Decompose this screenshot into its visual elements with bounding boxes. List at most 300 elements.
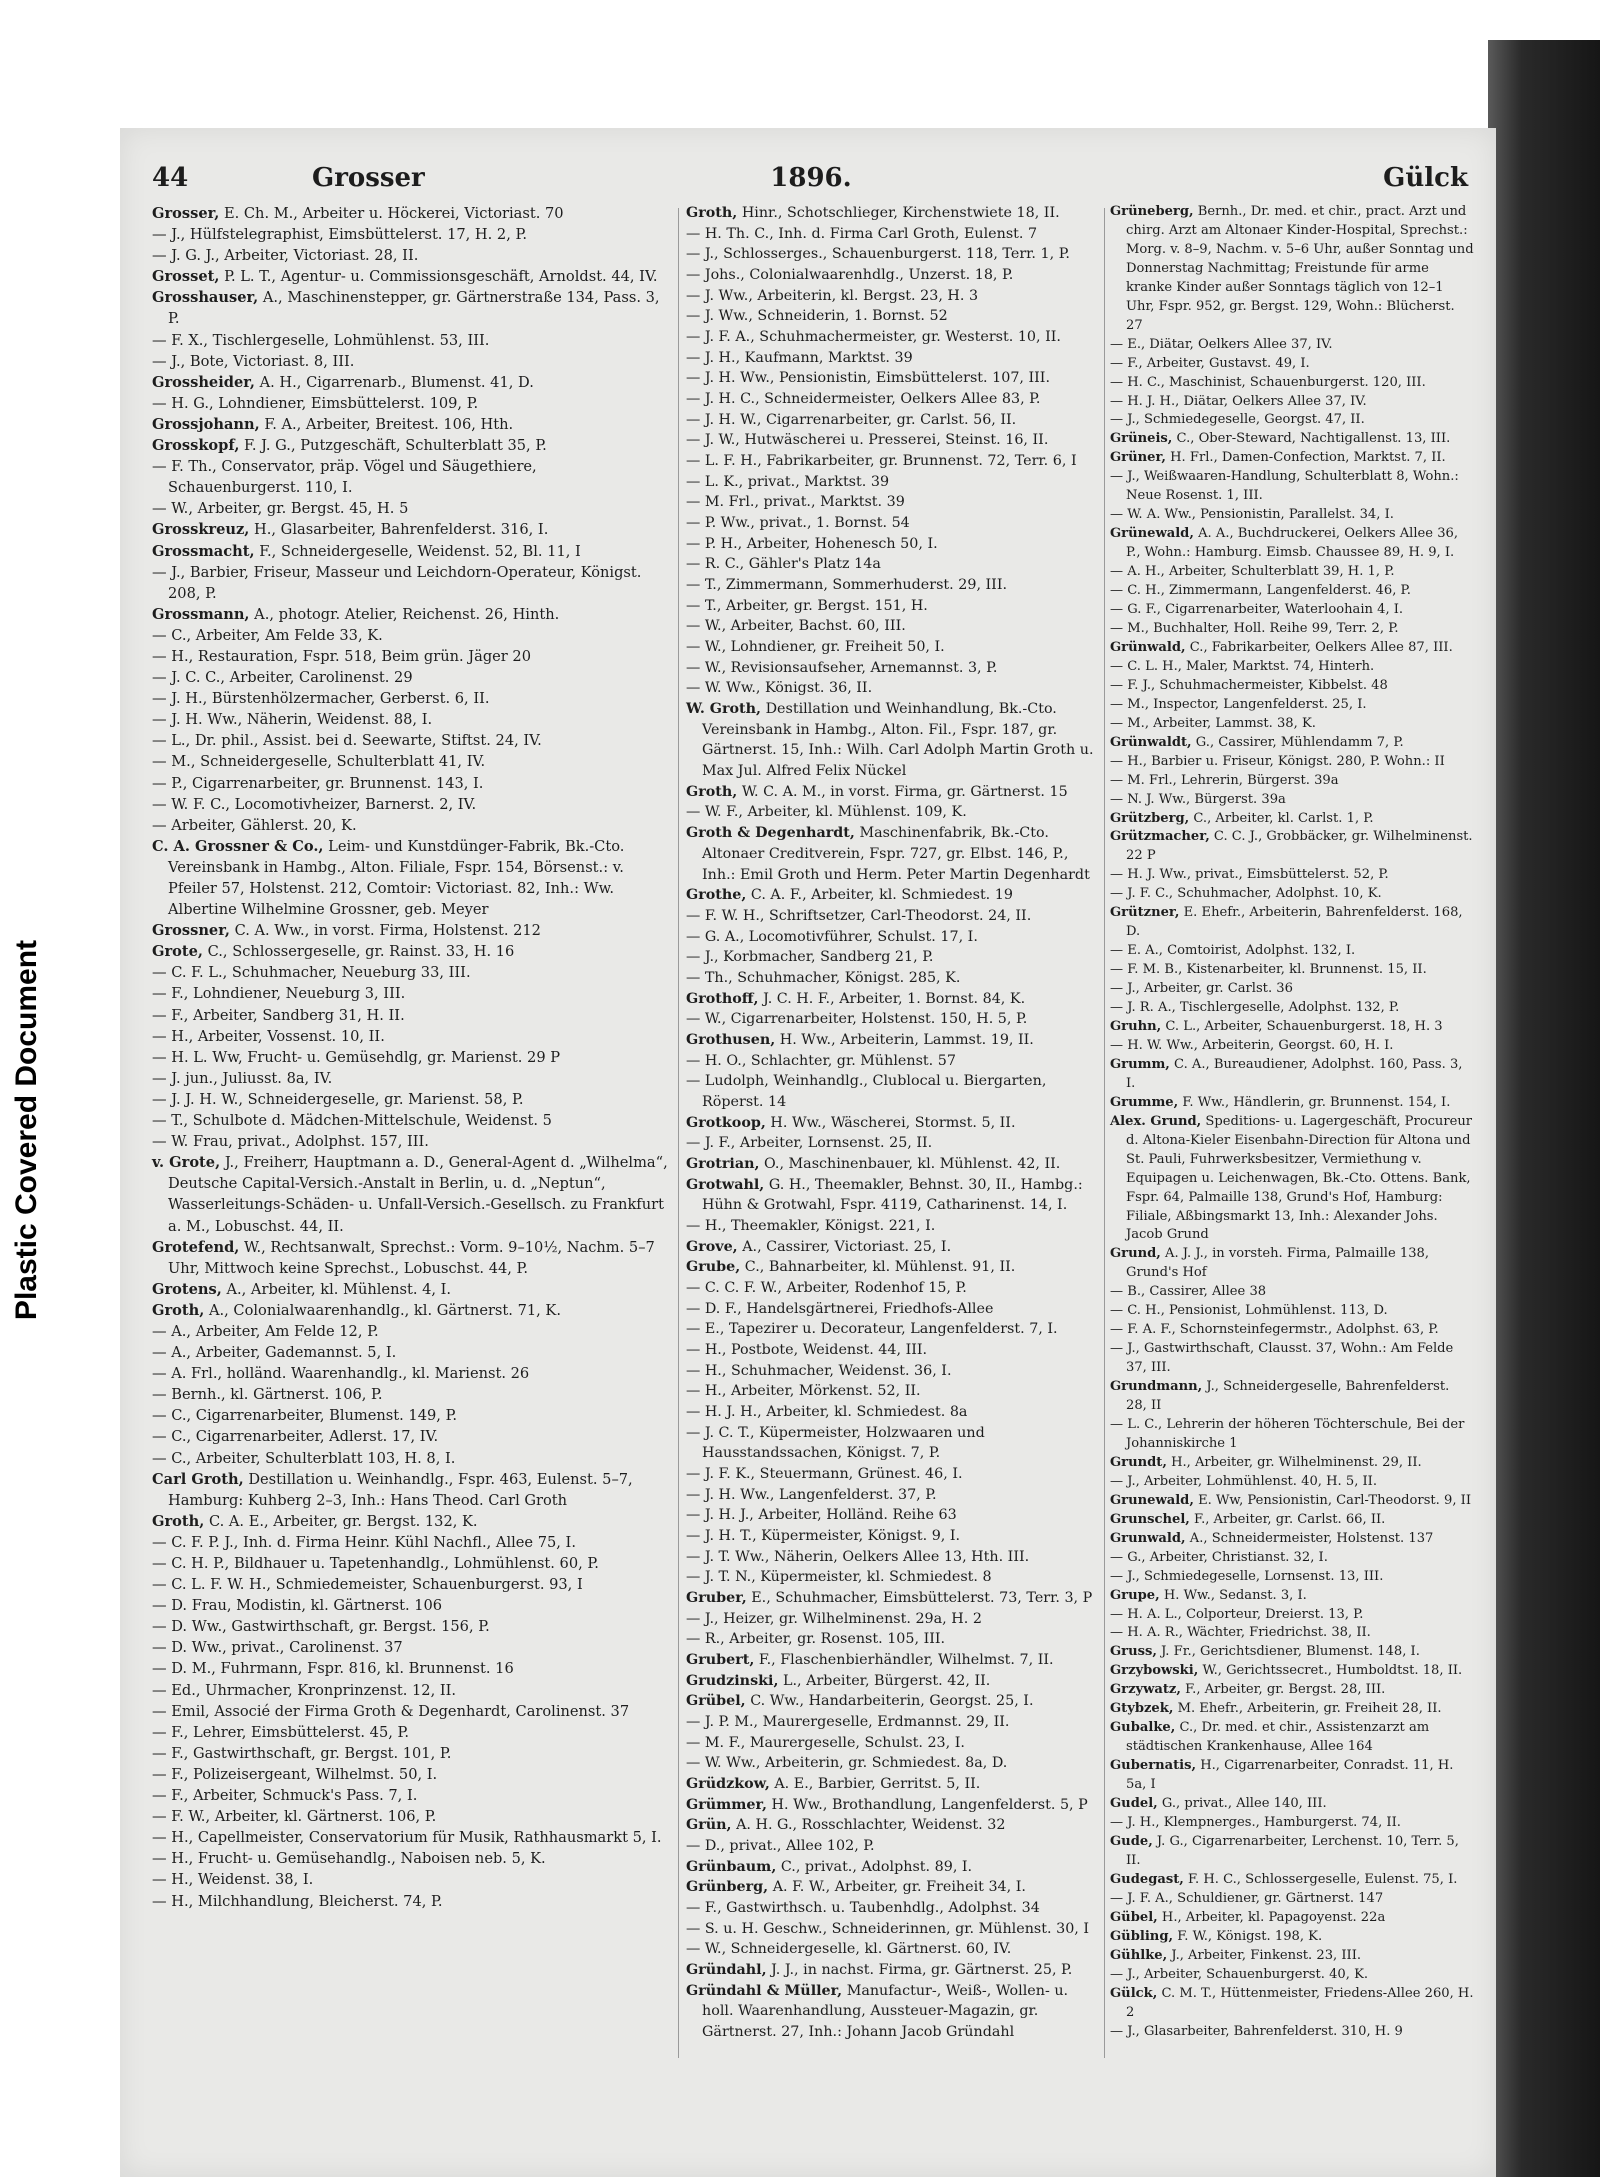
entry-text: — J. G. J., Arbeiter, Victoriast. 28, II. xyxy=(152,247,419,265)
entry-text: — F. J., Schuhmachermeister, Kibbelst. 48 xyxy=(1110,677,1388,693)
entry-text: — W. A. Ww., Pensionistin, Parallelst. 34, I. xyxy=(1110,507,1394,523)
entry-text: A. A., Buchdruckerei, Oelkers Allee 36, P., Wohn.: Hamburg. Eimsb. Chaussee 89, H. 9, I. xyxy=(1126,526,1463,561)
entry-text: — D. Frau, Modistin, kl. Gärtnerst. 106 xyxy=(152,1597,443,1615)
entry-name: Grudzinski, xyxy=(686,1672,779,1689)
entry-text: — E. A., Comtoirist, Adolphst. 132, I. xyxy=(1110,943,1356,959)
directory-entry xyxy=(152,1152,673,1236)
directory-entry xyxy=(152,1363,670,1384)
entry-text: C. M. T., Hüttenmeister, Friedens-Allee 260, H. 2 xyxy=(1126,1985,1478,2020)
directory-entry xyxy=(1110,1454,1474,1473)
entry-text: C. A. Ww., in vorst. Firma, Holstenst. 212 xyxy=(234,922,541,940)
directory-entry xyxy=(152,372,670,393)
directory-entry xyxy=(686,1030,1100,1051)
column-divider xyxy=(678,208,679,2058)
directory-entry xyxy=(686,1278,1100,1299)
directory-entry xyxy=(1110,639,1474,658)
entry-text: — C., Arbeiter, Schulterblatt 103, H. 8, I. xyxy=(152,1449,456,1467)
entry-text: — Ed., Uhrmacher, Kronprinzenst. 12, II. xyxy=(152,1681,457,1699)
entry-name: Grosskopf, xyxy=(152,437,240,455)
entry-name: Gruss, xyxy=(1110,1644,1157,1660)
directory-entry xyxy=(1110,1947,1474,1966)
entry-name: Grüdzkow, xyxy=(686,1776,770,1793)
directory-entry xyxy=(686,554,1100,575)
entry-text: A., Schneidermeister, Holstenst. 137 xyxy=(1189,1530,1434,1546)
entry-name: Grützmacher, xyxy=(1110,829,1210,845)
entry-text: — Emil, Associé der Firma Groth & Degenhardt, Carolinenst. 37 xyxy=(152,1702,630,1720)
entry-text: — J. H., Kaufmann, Marktst. 39 xyxy=(686,349,913,366)
entry-text: — J., Arbeiter, Lohmühlenst. 40, H. 5, II. xyxy=(1110,1473,1378,1489)
directory-entry xyxy=(686,327,1100,348)
directory-entry xyxy=(686,286,1100,307)
entry-name: Grünewald, xyxy=(1110,526,1194,542)
directory-entry xyxy=(152,1701,670,1722)
directory-entry xyxy=(152,815,670,836)
entry-text: P. L. T., Agentur- u. Commissionsgeschäft, Arnoldst. 44, IV. xyxy=(224,268,658,286)
entry-name: Gubalke, xyxy=(1110,1720,1176,1736)
entry-name: Grünwald, xyxy=(1110,639,1186,655)
entry-text: C., Dr. med. et chir., Assistenzarzt am städtischen Krankenhause, Allee 164 xyxy=(1126,1720,1434,1755)
directory-entry xyxy=(152,1026,670,1047)
directory-entry xyxy=(152,1426,670,1447)
entry-text: — J. P. M., Maurergeselle, Erdmannst. 29, II. xyxy=(686,1714,1010,1731)
directory-entry xyxy=(1110,1606,1474,1625)
entry-text: F., Arbeiter, gr. Bergst. 28, III. xyxy=(1185,1682,1386,1698)
entry-text: — H., Arbeiter, Vossenst. 10, II. xyxy=(152,1027,385,1045)
entry-text: — J. F. A., Schuhmachermeister, gr. Westerst. 10, II. xyxy=(686,329,1061,346)
directory-entry xyxy=(1110,1700,1474,1719)
entry-text: — D. M., Fuhrmann, Fspr. 816, kl. Brunnenst. 16 xyxy=(152,1660,514,1678)
entry-text: A., Maschinenstepper, gr. Gärtnerstraße 134, Pass. 3, P. xyxy=(168,289,665,328)
entry-text: J. G., Cigarrenarbeiter, Lerchenst. 10, Terr. 5, II. xyxy=(1126,1833,1464,1868)
directory-entry xyxy=(152,941,670,962)
entry-text: — Ludolph, Weinhandlg., Clublocal u. Biergarten, Röperst. 14 xyxy=(686,1073,1051,1110)
directory-entry xyxy=(1110,1018,1474,1037)
directory-entry xyxy=(1110,506,1474,525)
side-label xyxy=(0,0,54,2177)
entry-text: H., Cigarrenarbeiter, Conradst. 11, H. 5a, I xyxy=(1126,1758,1458,1793)
entry-name: Gülck, xyxy=(1110,1985,1158,2001)
entry-text: A. F. W., Arbeiter, gr. Freiheit 34, I. xyxy=(772,1879,1026,1896)
entry-text: — F. Th., Conservator, präp. Vögel und Säugethiere, Schauenburgerst. 110, I. xyxy=(152,458,542,497)
entry-text: — J., Hülfstelegraphist, Eimsbüttelerst. 17, H. 2, P. xyxy=(152,226,527,244)
directory-entry xyxy=(1110,393,1474,412)
entry-text: F., Schneidergeselle, Weidenst. 52, Bl. 11, I xyxy=(259,542,581,560)
column-3 xyxy=(1110,203,1478,2083)
directory-entry xyxy=(686,472,1100,493)
directory-entry xyxy=(1110,1511,1474,1530)
entry-name: Grotkoop, xyxy=(686,1114,766,1131)
directory-entry xyxy=(152,983,670,1004)
directory-entry xyxy=(152,562,670,604)
entry-text: — L. F. H., Fabrikarbeiter, gr. Brunnenst. 72, Terr. 6, I xyxy=(686,453,1077,470)
entry-text: W., Gerichtssecret., Humboldtst. 18, II. xyxy=(1202,1663,1463,1679)
directory-entry xyxy=(152,1891,670,1912)
directory-entry xyxy=(1110,715,1474,734)
column-divider xyxy=(1104,208,1105,2058)
entry-name: Grünberg, xyxy=(686,1879,769,1896)
entry-text: F. Ww., Händlerin, gr. Brunnenst. 154, I. xyxy=(1182,1094,1451,1110)
entry-text: Speditions- u. Lagergeschäft, Procureur d. Altona-Kieler Eisenbahn-Direction für Altona und St. Pauli, Fuhrwerksbesitzer, Vermiethung v. Equipagen u. Leichenwagen, Bk.-Cto. Ottens. Bank, Fspr. 64, Palmaille 138, Grund's Hof, Hamburg: Filiale, Aßbingsmarkt 13, Inh.: Alexander Johs. Jacob Grund xyxy=(1126,1113,1477,1243)
directory-entry xyxy=(1110,999,1474,1018)
directory-entry xyxy=(152,1089,670,1110)
entry-text: — F., Gastwirthsch. u. Taubenhdlg., Adolphst. 34 xyxy=(686,1900,1040,1917)
directory-entry xyxy=(152,1405,670,1426)
directory-entry xyxy=(1110,1321,1474,1340)
directory-entry xyxy=(1110,810,1474,829)
directory-entry xyxy=(686,596,1100,617)
entry-text: C. C. J., Grobbäcker, gr. Wilhelminenst. 22 P xyxy=(1126,829,1477,864)
entry-text: — W. Ww., Arbeiterin, gr. Schmiedest. 8a, D. xyxy=(686,1755,1008,1772)
directory-entry xyxy=(152,709,670,730)
directory-entry xyxy=(1110,866,1474,885)
entry-name: Grüneis, xyxy=(1110,431,1173,447)
entry-name: Grund, xyxy=(1110,1246,1161,1262)
entry-text: J., Arbeiter, Finkenst. 23, III. xyxy=(1171,1947,1362,1963)
directory-entry xyxy=(686,678,1100,699)
entry-text: — H., Postbote, Weidenst. 44, III. xyxy=(686,1341,928,1358)
directory-entry xyxy=(686,1009,1100,1030)
directory-entry xyxy=(152,604,670,625)
directory-entry xyxy=(152,1469,670,1511)
entry-name: v. Grote, xyxy=(152,1154,221,1172)
directory-entry xyxy=(1110,1587,1474,1606)
directory-entry xyxy=(1110,696,1474,715)
directory-entry xyxy=(152,351,670,372)
directory-entry xyxy=(152,287,670,329)
entry-name: Groth & Degenhardt, xyxy=(686,825,855,842)
entry-text: C., Arbeiter, kl. Carlst. 1, P. xyxy=(1193,810,1374,826)
directory-entry xyxy=(152,1869,670,1890)
directory-entry xyxy=(686,1237,1100,1258)
directory-entry xyxy=(686,368,1100,389)
entry-text: — W. F. C., Locomotivheizer, Barnerst. 2, IV. xyxy=(152,795,477,813)
directory-entry xyxy=(152,1110,670,1131)
entry-name: Grübel, xyxy=(686,1693,746,1710)
entry-text: — J., Schlosserges., Schauenburgerst. 118, Terr. 1, P. xyxy=(686,246,1070,263)
entry-name: Grunewald, xyxy=(1110,1492,1194,1508)
directory-entry xyxy=(1110,1094,1474,1113)
header-year: 1896. xyxy=(770,163,852,193)
directory-entry xyxy=(152,1279,670,1300)
directory-entry xyxy=(152,1722,670,1743)
entry-text: — J. H. C., Schneidermeister, Oelkers Allee 83, P. xyxy=(686,391,1041,408)
entry-text: F., Arbeiter, gr. Carlst. 66, II. xyxy=(1194,1511,1386,1527)
entry-text: — H., Schuhmacher, Weidenst. 36, I. xyxy=(686,1362,952,1379)
directory-entry xyxy=(686,244,1100,265)
entry-text: — H. C., Maschinist, Schauenburgerst. 120, III. xyxy=(1110,374,1426,390)
directory-entry xyxy=(1110,772,1474,791)
entry-text: F. W., Königst. 198, K. xyxy=(1177,1928,1323,1944)
directory-entry xyxy=(686,203,1100,224)
entry-text: — H., Frucht- u. Gemüsehandlg., Naboisen neb. 5, K. xyxy=(152,1850,546,1868)
directory-entry xyxy=(152,1300,670,1321)
entry-name: W. Groth, xyxy=(686,701,762,718)
entry-text: — H. O., Schlachter, gr. Mühlenst. 57 xyxy=(686,1052,956,1069)
entry-text: — H., Milchhandlung, Bleicherst. 74, P. xyxy=(152,1892,443,1910)
directory-entry xyxy=(1110,1056,1474,1094)
directory-entry xyxy=(686,1257,1100,1278)
directory-entry xyxy=(1110,885,1474,904)
directory-entry xyxy=(1110,1530,1474,1549)
entry-text: J., Schneidergeselle, Bahrenfelderst. 28, II xyxy=(1126,1379,1454,1414)
entry-text: — M., Arbeiter, Lammst. 38, K. xyxy=(1110,715,1316,731)
directory-entry xyxy=(1110,1928,1474,1947)
entry-name: Grossjohann, xyxy=(152,415,260,433)
directory-entry xyxy=(686,1361,1100,1382)
directory-entry xyxy=(1110,734,1474,753)
entry-text: Leim- und Kunstdünger-Fabrik, Bk.-Cto. Vereinsbank in Hambg., Alton. Filiale, Fspr. 154, Börsenst.: v. Pfeiler 57, Holstenst. 212, Comtoir: Victoriast. 82, Inh.: Ww. Albertine Wilhelmine Grossner, geb. Meyer xyxy=(168,837,630,919)
entry-text: — F., Arbeiter, Gustavst. 49, I. xyxy=(1110,355,1310,371)
directory-entry xyxy=(152,1827,670,1848)
entry-text: — J. jun., Juliusst. 8a, IV. xyxy=(152,1069,333,1087)
entry-name: Grosset, xyxy=(152,268,220,286)
directory-entry xyxy=(152,1448,670,1469)
entry-text: — R., Arbeiter, gr. Rosenst. 105, III. xyxy=(686,1631,946,1648)
directory-entry xyxy=(686,947,1100,968)
entry-text: — E., Diätar, Oelkers Allee 37, IV. xyxy=(1110,336,1333,352)
directory-entry xyxy=(1110,1283,1474,1302)
entry-text: H. Ww., Arbeiterin, Lammst. 19, II. xyxy=(779,1031,1034,1048)
entry-text: — Th., Schuhmacher, Königst. 285, K. xyxy=(686,969,961,986)
entry-name: Grumme, xyxy=(1110,1094,1179,1110)
directory-entry xyxy=(1110,1719,1474,1757)
entry-text: Maschinenfabrik, Bk.-Cto. Altonaer Creditverein, Fspr. 727, gr. Elbst. 146, P., Inh.: Emil Groth und Herm. Peter Martin Degenhardt xyxy=(702,825,1090,883)
entry-text: H. Ww., Wäscherei, Stormst. 5, II. xyxy=(770,1114,1016,1131)
directory-entry xyxy=(1110,1473,1474,1492)
column-2 xyxy=(686,203,1100,2083)
directory-entry xyxy=(152,1321,670,1342)
directory-entry xyxy=(686,265,1100,286)
page-header xyxy=(152,160,1470,198)
entry-name: Gubernatis, xyxy=(1110,1758,1197,1774)
entry-text: C., Bahnarbeiter, kl. Mühlenst. 91, II. xyxy=(744,1259,1016,1276)
directory-entry xyxy=(686,534,1100,555)
directory-entry xyxy=(686,1216,1100,1237)
entry-text: — J., Barbier, Friseur, Masseur und Leichdorn-Operateur, Königst. 208, P. xyxy=(152,563,647,602)
directory-entry xyxy=(686,348,1100,369)
entry-text: C. A. F., Arbeiter, kl. Schmiedest. 19 xyxy=(750,887,1013,904)
entry-text: C., privat., Adolphst. 89, I. xyxy=(780,1858,973,1875)
entry-text: C., Fabrikarbeiter, Oelkers Allee 87, III. xyxy=(1189,639,1453,655)
directory-entry xyxy=(1110,1909,1474,1928)
entry-name: Carl Groth, xyxy=(152,1470,244,1488)
entry-text: A., photogr. Atelier, Reichenst. 26, Hinth. xyxy=(254,605,560,623)
directory-entry xyxy=(1110,942,1474,961)
entry-name: Grützberg, xyxy=(1110,810,1190,826)
entry-text: — G. F., Cigarrenarbeiter, Waterloohain 4, I. xyxy=(1110,602,1404,618)
directory-entry xyxy=(1110,449,1474,468)
directory-entry xyxy=(152,393,670,414)
entry-name: Gude, xyxy=(1110,1833,1153,1849)
entry-name: Grotrian, xyxy=(686,1155,760,1172)
directory-entry xyxy=(686,492,1100,513)
entry-name: Grunschel, xyxy=(1110,1511,1190,1527)
directory-entry xyxy=(152,1574,670,1595)
header-left-word: Grosser xyxy=(312,163,425,193)
directory-entry xyxy=(686,513,1100,534)
directory-entry xyxy=(152,1047,670,1068)
directory-entry xyxy=(686,699,1100,782)
entry-text: — G. A., Locomotivführer, Schulst. 17, I. xyxy=(686,928,978,945)
entry-text: — M. Frl., Lehrerin, Bürgerst. 39a xyxy=(1110,772,1339,788)
entry-text: — C. H., Pensionist, Lohmühlenst. 113, D. xyxy=(1110,1303,1388,1319)
directory-entry xyxy=(1110,980,1474,999)
entry-text: Hinr., Schotschlieger, Kirchenstwiete 18, II. xyxy=(741,205,1060,221)
entry-text: J. J., in nachst. Firma, gr. Gärtnerst. 25, P. xyxy=(771,1962,1073,1979)
entry-name: C. A. Grossner & Co., xyxy=(152,837,324,855)
entry-text: — L. K., privat., Marktst. 39 xyxy=(686,473,890,490)
entry-text: — J. Ww., Arbeiterin, kl. Bergst. 23, H. 3 xyxy=(686,287,979,304)
directory-entry xyxy=(1110,1113,1477,1246)
entry-text: — A. Frl., holländ. Waarenhandlg., kl. Marienst. 26 xyxy=(152,1365,530,1383)
entry-name: Grothoff, xyxy=(686,990,759,1007)
entry-text: — A., Arbeiter, Am Felde 12, P. xyxy=(152,1322,379,1340)
entry-text: E. Ch. M., Arbeiter u. Höckerei, Victoriast. 70 xyxy=(223,205,564,222)
entry-text: — E., Tapezirer u. Decorateur, Langenfelderst. 7, I. xyxy=(686,1321,1058,1338)
directory-entry xyxy=(1110,601,1474,620)
entry-text: — J. C. C., Arbeiter, Carolinenst. 29 xyxy=(152,669,413,687)
entry-text: — J. H. Ww., Näherin, Weidenst. 88, I. xyxy=(152,711,433,729)
entry-text: — A. H., Arbeiter, Schulterblatt 39, H. 1, P. xyxy=(1110,564,1395,580)
entry-text: — J. F. C., Schuhmacher, Adolphst. 10, K. xyxy=(1110,886,1382,902)
directory-entry xyxy=(152,224,670,245)
directory-entry xyxy=(1110,355,1474,374)
directory-entry xyxy=(686,1381,1100,1402)
directory-entry xyxy=(686,1960,1100,1981)
entry-text: J., Freiherr, Hauptmann a. D., General-Agent d. „Wilhelma“, Deutsche Capital-Versich.-Anstalt in Berlin, u. d. „Neptun“, Wasserleitungs-Schäden- u. Unfall-Versich.-Gesellsch. zu Frankfurt a. M., Lobuschst. 44, II. xyxy=(168,1154,673,1235)
directory-entry xyxy=(1110,1340,1474,1378)
directory-entry xyxy=(152,1637,670,1658)
entry-text: — H., Weidenst. 38, I. xyxy=(152,1871,314,1889)
directory-entry xyxy=(686,1733,1100,1754)
entry-text: — F. A. F., Schornsteinfegermstr., Adolphst. 63, P. xyxy=(1110,1322,1439,1338)
directory-entry xyxy=(686,1671,1100,1692)
directory-entry xyxy=(1110,1890,1474,1909)
directory-entry xyxy=(152,730,670,751)
directory-entry xyxy=(686,451,1100,472)
entry-name: Grosskreuz, xyxy=(152,521,250,539)
entry-text: — W. Frau, privat., Adolphst. 157, III. xyxy=(152,1133,429,1151)
entry-text: — M., Inspector, Langenfelderst. 25, I. xyxy=(1110,696,1367,712)
entry-name: Grunwald, xyxy=(1110,1530,1186,1546)
entry-text: — F., Arbeiter, Schmuck's Pass. 7, I. xyxy=(152,1787,418,1805)
entry-text: — W. F., Arbeiter, kl. Mühlenst. 109, K. xyxy=(686,804,967,821)
directory-entry xyxy=(152,498,670,519)
entry-text: — J. H., Bürstenhölzermacher, Gerberst. 6, II. xyxy=(152,690,490,708)
entry-text: — W., Arbeiter, gr. Bergst. 45, H. 5 xyxy=(152,500,409,518)
entry-text: H., Arbeiter, kl. Papagoyenst. 22a xyxy=(1161,1909,1386,1925)
entry-text: — W., Cigarrenarbeiter, Holstenst. 150, H. 5, P. xyxy=(686,1011,1028,1028)
entry-text: A. H., Cigarrenarb., Blumenst. 41, D. xyxy=(259,373,534,391)
directory-entry xyxy=(1110,1378,1474,1416)
directory-entry xyxy=(152,541,670,562)
directory-entry xyxy=(152,667,670,688)
entry-text: — J. H. Ww., Langenfelderst. 37, P. xyxy=(686,1486,937,1503)
directory-entry xyxy=(686,430,1100,451)
directory-entry xyxy=(686,968,1100,989)
directory-entry xyxy=(686,1133,1100,1154)
directory-entry xyxy=(1110,1568,1474,1587)
directory-entry xyxy=(152,688,670,709)
entry-text: Destillation u. Weinhandlg., Fspr. 463, Eulenst. 5–7, Hamburg: Kuhberg 2–3, Inh.: Hans Theod. Carl Groth xyxy=(168,1470,638,1509)
entry-text: H. Ww., Brothandlung, Langenfelderst. 5, P xyxy=(771,1796,1088,1813)
directory-entry xyxy=(152,836,670,920)
entry-text: — J. H., Klempnerges., Hamburgerst. 74, II. xyxy=(1110,1815,1401,1831)
entry-text: — C. H., Zimmermann, Langenfelderst. 46, P. xyxy=(1110,583,1411,599)
directory-entry xyxy=(686,1485,1100,1506)
entry-text: J. Fr., Gerichtsdiener, Blumenst. 148, I. xyxy=(1161,1644,1420,1660)
directory-entry xyxy=(152,625,670,646)
directory-entry xyxy=(686,885,1100,906)
entry-text: — Arbeiter, Gählerst. 20, K. xyxy=(152,816,357,834)
directory-entry xyxy=(686,1981,1100,2043)
entry-text: H. Ww., Sedanst. 3, I. xyxy=(1163,1587,1307,1603)
entry-text: — D. Ww., Gastwirthschaft, gr. Bergst. 156, P. xyxy=(152,1618,490,1636)
directory-entry xyxy=(1110,1833,1474,1871)
entry-text: — N. J. Ww., Bürgerst. 39a xyxy=(1110,791,1286,807)
directory-entry xyxy=(152,330,670,351)
page-number: 44 xyxy=(152,163,189,193)
entry-text: — J. H. T., Küpermeister, Königst. 9, I. xyxy=(686,1528,961,1544)
entry-text: — F. M. B., Kistenarbeiter, kl. Brunnenst. 15, II. xyxy=(1110,962,1427,978)
directory-entry xyxy=(686,1547,1100,1568)
entry-text: — J. F., Arbeiter, Lornsenst. 25, II. xyxy=(686,1135,933,1152)
directory-entry xyxy=(152,1342,670,1363)
directory-entry xyxy=(686,1815,1100,1836)
entry-name: Grossheider, xyxy=(152,373,255,391)
directory-entry xyxy=(152,1068,670,1089)
entry-text: — J., Schmiedegeselle, Lornsenst. 13, III. xyxy=(1110,1568,1384,1584)
entry-name: Grundmann, xyxy=(1110,1379,1203,1395)
entry-text: — C. C. F. W., Arbeiter, Rodenhof 15, P. xyxy=(686,1279,967,1296)
entry-name: Gründahl & Müller, xyxy=(686,1982,843,1999)
entry-text: A. H. G., Rosschlachter, Weidenst. 32 xyxy=(736,1817,1006,1834)
directory-entry xyxy=(686,1774,1100,1795)
directory-entry xyxy=(1110,753,1474,772)
directory-entry xyxy=(686,1836,1100,1857)
entry-name: Grube, xyxy=(686,1259,741,1276)
directory-entry xyxy=(152,1595,670,1616)
directory-entry xyxy=(686,306,1100,327)
directory-entry xyxy=(1110,1814,1474,1833)
directory-entry xyxy=(686,1609,1100,1630)
directory-entry xyxy=(686,1629,1100,1650)
entry-text: — J. Ww., Schneiderin, 1. Bornst. 52 xyxy=(686,308,948,325)
entry-name: Gübel, xyxy=(1110,1909,1158,1925)
entry-text: F. J. G., Putzgeschäft, Schulterblatt 35, P. xyxy=(244,437,547,455)
entry-text: — M., Schneidergeselle, Schulterblatt 41, IV. xyxy=(152,753,486,771)
entry-text: A., Colonialwaarenhandlg., kl. Gärtnerst. 71, K. xyxy=(208,1301,561,1319)
entry-text: W. C. A. M., in vorst. Firma, gr. Gärtnerst. 15 xyxy=(741,783,1068,800)
entry-text: — F. W., Arbeiter, kl. Gärtnerst. 106, P. xyxy=(152,1808,437,1826)
entry-text: — P. H., Arbeiter, Hohenesch 50, I. xyxy=(686,535,938,552)
entry-name: Gruber, xyxy=(686,1590,747,1607)
directory-entry xyxy=(1110,1871,1474,1890)
directory-entry xyxy=(1110,1757,1474,1795)
entry-text: H. Frl., Damen-Confection, Marktst. 7, II. xyxy=(1170,450,1446,466)
directory-entry xyxy=(686,1505,1100,1526)
directory-entry xyxy=(1110,582,1474,601)
entry-text: — H. G., Lohndiener, Eimsbüttelerst. 109, P. xyxy=(152,394,479,412)
entry-text: G. H., Theemakler, Behnst. 30, II., Hambg.: Hühn & Grotwahl, Fspr. 4119, Catharinenst. 14, I. xyxy=(702,1176,1088,1214)
directory-entry xyxy=(686,1877,1100,1898)
entry-text: — F. X., Tischlergeselle, Lohmühlenst. 53, III. xyxy=(152,331,490,349)
entry-text: — J., Heizer, gr. Wilhelminenst. 29a, H. 2 xyxy=(686,1610,982,1627)
directory-entry xyxy=(686,1712,1100,1733)
entry-text: — C. L. H., Maler, Marktst. 74, Hinterh. xyxy=(1110,658,1375,674)
entry-text: — H. Th. C., Inh. d. Firma Carl Groth, Eulenst. 7 xyxy=(686,225,1038,242)
directory-entry xyxy=(686,906,1100,927)
